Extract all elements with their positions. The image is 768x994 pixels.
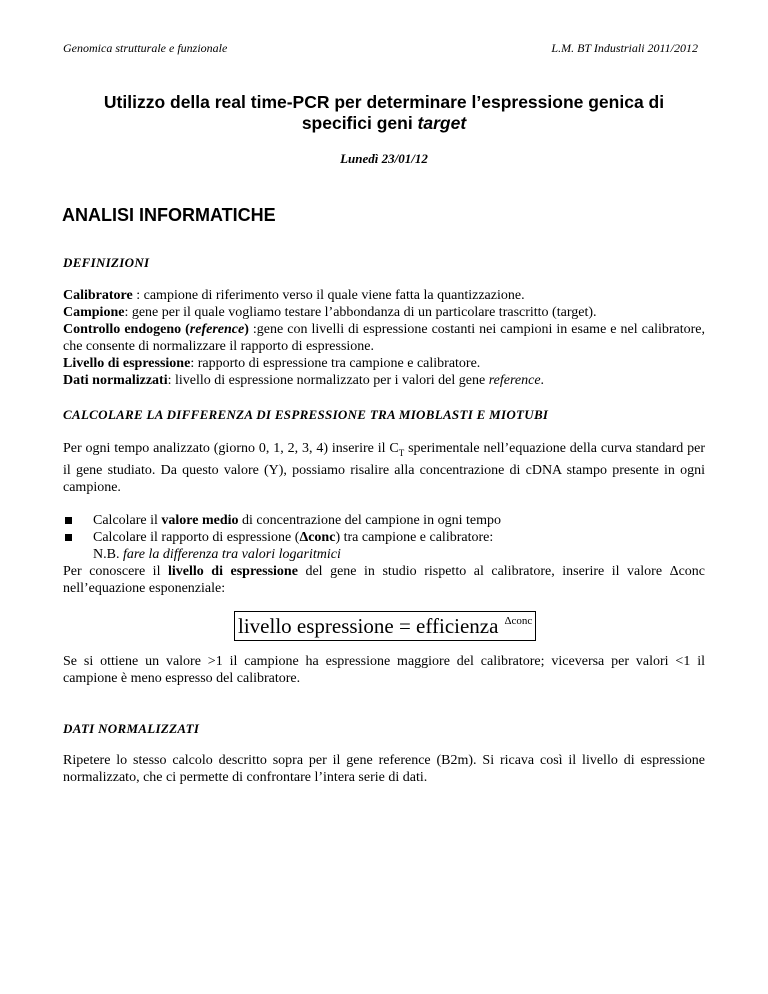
title-target-word: target (417, 113, 467, 133)
definition-term: Dati normalizzati (63, 373, 168, 388)
definitions-list (63, 287, 705, 389)
definition-text: : rapporto di espressione tra campione e calibratore. (190, 356, 481, 371)
equation-text: livello espressione = efficienza (238, 614, 499, 638)
interpretation-paragraph: Se si ottiene un valore >1 il campione ha espressione maggiore del calibratore; viceversa per valori <1 il campione è meno espresso del calibratore. (63, 654, 705, 686)
definition-text: : livello di espressione normalizzato per i valori del gene (167, 373, 489, 388)
definition-text: : campione di riferimento verso il quale viene fatta la quantizzazione. (132, 288, 525, 303)
document-date: Lunedì 23/01/12 (340, 151, 428, 166)
definition-text: : gene per il quale vogliamo testare l’abbondanza di un particolare trascritto (target). (124, 305, 597, 320)
definition-term: Calibratore (63, 288, 133, 303)
normalizzati-paragraph: Ripetere lo stesso calcolo descritto sopra per il gene reference (B2m). Si ricava così il livello di espressione normalizzato, che ci permette di confrontare l’intera serie di dati. (63, 753, 705, 785)
differenza-intro-paragraph: Per ogni tempo analizzato (giorno 0, 1, 2, 3, 4) inserire il $C_T$ sperimentale nell’equazione della curva standard per il gene studiato. Da questo valore (Y), possiamo risalire alla concentrazione di cDNA stampo presente in ogni campione. (63, 441, 705, 495)
normalizzati-heading: DATI NORMALIZZATI (63, 721, 200, 736)
definition-text: :gene con livelli di espressione costanti nei campioni in esame e nel calibratore, che consente di normalizzare il rapporto di espressione. (63, 322, 705, 354)
square-bullet-icon (65, 517, 72, 524)
title-line-1: Utilizzo della real time-PCR per determinare l’espressione genica di (103, 92, 665, 112)
document-title (60, 92, 708, 134)
definition-item: Dati normalizzati: livello di espressione normalizzato per i valori del gene reference. (63, 373, 545, 388)
section-heading: ANALISI INFORMATICHE (62, 205, 276, 225)
definition-item (63, 355, 705, 372)
definition-term: Campione (63, 305, 125, 320)
differenza-heading: CALCOLARE LA DIFFERENZA DI ESPRESSIONE TRA MIOBLASTI E MIOTUBI (63, 407, 549, 422)
definition-term: Livello di espressione (63, 356, 191, 371)
header-year: L.M. BT Industriali 2011/2012 (551, 41, 698, 55)
header-course: Genomica strutturale e funzionale (63, 41, 228, 55)
equation-exponent: Δconc (504, 615, 533, 627)
definition-item (63, 304, 705, 321)
definitions-heading: DEFINIZIONI (63, 255, 150, 270)
expression-equation (234, 611, 536, 641)
note: N.B. fare la differenza tra valori logaritmici (93, 547, 341, 562)
list-item: Calcolare il rapporto di espressione (Δconc) tra campione e calibratore: (63, 529, 705, 546)
livello-paragraph: Per conoscere il livello di espressione del gene in studio rispetto al calibratore, inserire il valore Δconc nell’equazione esponenziale: (63, 564, 705, 596)
definition-term: Controllo endogeno (reference) (63, 322, 249, 337)
definition-item (63, 321, 705, 355)
definition-italic-word: reference (488, 373, 541, 388)
steps-list (63, 512, 705, 563)
title-line-2-text: specifici geni (301, 113, 418, 133)
title-line-2 (60, 113, 708, 134)
list-item: Calcolare il valore medio di concentrazione del campione in ogni tempo (63, 512, 705, 529)
square-bullet-icon (65, 534, 72, 541)
definition-item (63, 287, 705, 304)
